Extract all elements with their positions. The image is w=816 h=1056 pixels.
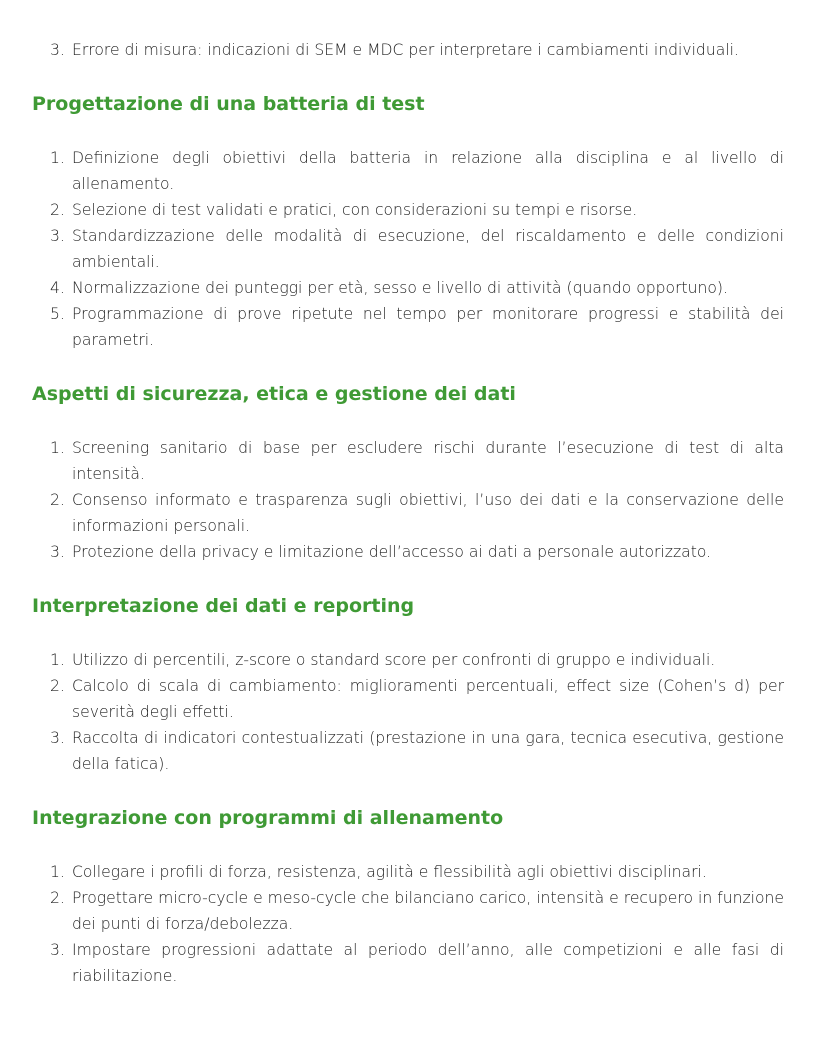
list-item: [32, 859, 784, 885]
section-heading: Integrazione con programmi di allenamento: [32, 807, 504, 829]
list-item-number: 4.: [50, 279, 65, 297]
list-item-text: Normalizzazione dei punteggi per età, sesso e livello di attività (quando opportuno).: [72, 279, 728, 297]
list-item-text: Progettare micro-cycle e meso-cycle che bilanciano carico, intensità e recupero in funzione dei punti di forza/debolezza.: [72, 889, 784, 933]
list-item-number: 3.: [50, 41, 65, 59]
list-item-text: Consenso informato e trasparenza sugli obiettivi, l’uso dei dati e la conservazione delle informazioni personali.: [72, 491, 784, 535]
list-item: [32, 647, 784, 673]
list-item-text: Protezione della privacy e limitazione dell’accesso ai dati a personale autorizzato.: [72, 543, 712, 561]
list-item: [32, 885, 784, 937]
list-item-number: 3.: [50, 941, 65, 959]
list-item-text: Standardizzazione delle modalità di esecuzione, del riscaldamento e delle condizioni ambientali.: [72, 227, 784, 271]
list-item-number: 2.: [50, 491, 65, 509]
list-item: [32, 435, 784, 487]
section-list: [32, 145, 784, 353]
list-item-text: Impostare progressioni adattate al periodo dell’anno, alle competizioni e alle fasi di riabilitazione.: [72, 941, 784, 985]
list-item-text: Programmazione di prove ripetute nel tempo per monitorare progressi e stabilità dei parametri.: [72, 305, 784, 349]
list-item-number: 1.: [50, 651, 65, 669]
list-item: [32, 223, 784, 275]
list-item-number: 2.: [50, 889, 65, 907]
list-item-number: 2.: [50, 677, 65, 695]
list-item-number: 1.: [50, 439, 65, 457]
list-item-text: Calcolo di scala di cambiamento: miglioramenti percentuali, effect size (Cohen’s d) per severità degli effetti.: [72, 677, 784, 721]
list-item-number: 5.: [50, 305, 65, 323]
list-item-text: Collegare i profili di forza, resistenza, agilità e flessibilità agli obiettivi disciplinari.: [72, 863, 707, 881]
section-heading: Progettazione di una batteria di test: [32, 93, 425, 115]
list-item-number: 2.: [50, 201, 65, 219]
list-item-number: 1.: [50, 149, 65, 167]
list-item: [32, 673, 784, 725]
list-item: [32, 145, 784, 197]
list-item-text: Raccolta di indicatori contestualizzati (prestazione in una gara, tecnica esecutiva, gestione della fatica).: [72, 729, 784, 773]
section-list: [32, 859, 784, 989]
list-item-text: Selezione di test validati e pratici, con considerazioni su tempi e risorse.: [72, 201, 638, 219]
list-item: [32, 725, 784, 777]
list-item-text: Screening sanitario di base per escludere rischi durante l’esecuzione di test di alta intensità.: [72, 439, 784, 483]
list-item: [32, 275, 784, 301]
list-item: [32, 487, 784, 539]
list-item-text: Definizione degli obiettivi della batteria in relazione alla disciplina e al livello di allenamento.: [72, 149, 784, 193]
list-item-text: Utilizzo di percentili, z-score o standard score per confronti di gruppo e individuali.: [72, 651, 716, 669]
list-item-text: Errore di misura: indicazioni di SEM e MDC per interpretare i cambiamenti individuali.: [72, 41, 739, 59]
section-list: [32, 647, 784, 777]
intro-list: [32, 37, 784, 63]
list-item: [32, 301, 784, 353]
list-item-number: 3.: [50, 227, 65, 245]
list-item: [32, 937, 784, 989]
section-heading: Interpretazione dei dati e reporting: [32, 595, 415, 617]
list-item-number: 1.: [50, 863, 65, 881]
list-item: [32, 37, 784, 63]
section-heading: Aspetti di sicurezza, etica e gestione dei dati: [32, 383, 516, 405]
list-item: [32, 539, 784, 565]
section-list: [32, 435, 784, 565]
list-item-number: 3.: [50, 543, 65, 561]
list-item-number: 3.: [50, 729, 65, 747]
list-item: [32, 197, 784, 223]
